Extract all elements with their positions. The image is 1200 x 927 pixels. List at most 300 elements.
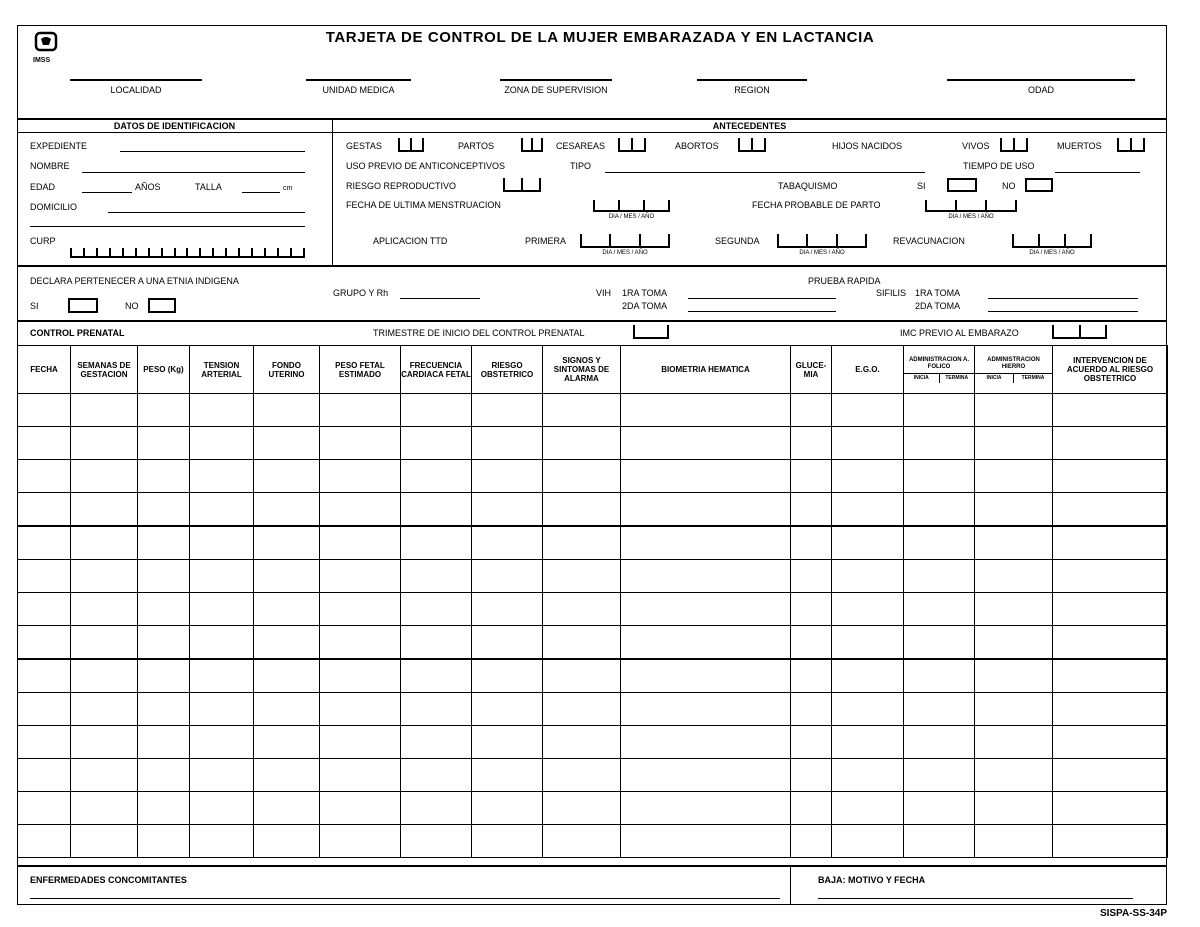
table-cell[interactable]	[138, 626, 190, 660]
table-cell[interactable]	[904, 659, 975, 693]
table-cell[interactable]	[832, 659, 904, 693]
table-cell[interactable]	[254, 726, 320, 759]
table-row	[18, 427, 1168, 460]
table-cell[interactable]	[254, 693, 320, 726]
primera-boxes[interactable]	[580, 234, 670, 248]
table-cell[interactable]	[320, 726, 401, 759]
table-cell[interactable]	[190, 526, 254, 560]
table-cell[interactable]	[254, 759, 320, 792]
table-cell[interactable]	[190, 626, 254, 660]
table-cell[interactable]	[138, 427, 190, 460]
vivos-boxes[interactable]	[1000, 138, 1028, 152]
table-cell[interactable]	[190, 792, 254, 825]
talla-field[interactable]	[242, 192, 280, 193]
column-header-text: ADMINISTRACION HIERRO	[987, 356, 1040, 370]
table-cell[interactable]	[975, 394, 1053, 427]
column-header: FONDO UTERINO	[254, 346, 320, 394]
partos-label: PARTOS	[458, 141, 495, 151]
table-cell[interactable]	[975, 825, 1053, 858]
table-cell[interactable]	[401, 726, 472, 759]
table-cell[interactable]	[791, 825, 832, 858]
segunda-boxes[interactable]	[777, 234, 867, 248]
table-cell[interactable]	[190, 394, 254, 427]
table-cell[interactable]	[791, 460, 832, 493]
nombre-label: NOMBRE	[30, 161, 70, 171]
column-header: RIESGO OBSTETRICO	[472, 346, 543, 394]
table-cell[interactable]	[832, 526, 904, 560]
table-cell[interactable]	[543, 560, 621, 593]
table-cell[interactable]	[1053, 394, 1168, 427]
abortos-boxes[interactable]	[738, 138, 766, 152]
table-cell[interactable]	[401, 626, 472, 660]
table-cell[interactable]	[832, 560, 904, 593]
table-cell[interactable]	[472, 493, 543, 527]
enfermedades-field[interactable]	[30, 898, 780, 899]
sifilis-toma2-field[interactable]	[988, 311, 1138, 312]
table-cell[interactable]	[472, 394, 543, 427]
vih-toma2-field[interactable]	[688, 311, 836, 312]
sifilis-toma1-field[interactable]	[988, 298, 1138, 299]
table-cell[interactable]	[904, 825, 975, 858]
table-cell[interactable]	[18, 493, 71, 527]
table-cell[interactable]	[832, 593, 904, 626]
table-row	[18, 759, 1168, 792]
table-cell[interactable]	[18, 560, 71, 593]
table-cell[interactable]	[71, 626, 138, 660]
revacunacion-boxes[interactable]	[1012, 234, 1092, 248]
table-row	[18, 792, 1168, 825]
sifilis-label: SIFILIS	[876, 288, 907, 298]
table-cell[interactable]	[18, 825, 71, 858]
segunda-hint: DIA / MES / AÑO	[799, 250, 845, 256]
table-cell[interactable]	[791, 759, 832, 792]
table-cell[interactable]	[472, 693, 543, 726]
table-cell[interactable]	[320, 792, 401, 825]
table-cell[interactable]	[254, 792, 320, 825]
table-cell[interactable]	[975, 626, 1053, 660]
curp-boxes[interactable]	[70, 248, 305, 258]
fpp-hint: DIA / MES / AÑO	[948, 214, 994, 220]
sub-header: INICIA	[986, 374, 1002, 381]
table-cell[interactable]	[975, 493, 1053, 527]
trimestre-label: TRIMESTRE DE INICIO DEL CONTROL PRENATAL	[373, 328, 585, 338]
table-cell[interactable]	[254, 394, 320, 427]
primera-hint: DIA / MES / AÑO	[602, 250, 648, 256]
vih-toma1-label: 1RA TOMA	[622, 288, 668, 298]
table-cell[interactable]	[18, 593, 71, 626]
column-header: FECHA	[18, 346, 71, 394]
table-row	[18, 593, 1168, 626]
table-cell[interactable]	[18, 759, 71, 792]
table-cell[interactable]	[18, 626, 71, 660]
table-cell[interactable]	[138, 560, 190, 593]
table-cell[interactable]	[401, 659, 472, 693]
prueba-rapida-label: PRUEBA RAPIDA	[808, 276, 881, 286]
table-cell[interactable]	[190, 693, 254, 726]
table-cell[interactable]	[621, 526, 791, 560]
table-cell[interactable]	[975, 726, 1053, 759]
table-cell[interactable]	[138, 394, 190, 427]
table-cell[interactable]	[1053, 726, 1168, 759]
table-cell[interactable]	[472, 659, 543, 693]
table-cell[interactable]	[71, 792, 138, 825]
muertos-boxes[interactable]	[1117, 138, 1145, 152]
column-header: PESO (Kg)	[138, 346, 190, 394]
sub-header: INICIA	[913, 374, 929, 381]
table-cell[interactable]	[18, 792, 71, 825]
table-cell[interactable]	[472, 626, 543, 660]
table-cell[interactable]	[543, 792, 621, 825]
prenatal-control-table	[17, 345, 1168, 858]
domicilio-field[interactable]	[108, 212, 305, 213]
table-cell[interactable]	[1053, 626, 1168, 660]
table-cell[interactable]	[138, 726, 190, 759]
fpp-boxes[interactable]	[925, 200, 1017, 212]
table-cell[interactable]	[832, 726, 904, 759]
table-cell[interactable]	[71, 659, 138, 693]
table-cell[interactable]	[621, 792, 791, 825]
table-cell[interactable]	[254, 493, 320, 527]
table-cell[interactable]	[904, 626, 975, 660]
tabaquismo-si-box[interactable]	[947, 178, 977, 192]
table-cell[interactable]	[138, 593, 190, 626]
table-cell[interactable]	[904, 493, 975, 527]
table-cell[interactable]	[1053, 693, 1168, 726]
table-cell[interactable]	[975, 560, 1053, 593]
table-cell[interactable]	[190, 560, 254, 593]
form-code: SISPA-SS-34P	[1099, 908, 1167, 919]
table-cell[interactable]	[138, 526, 190, 560]
table-cell[interactable]	[621, 493, 791, 527]
table-cell[interactable]	[71, 759, 138, 792]
table-cell[interactable]	[190, 427, 254, 460]
table-cell[interactable]	[71, 693, 138, 726]
table-cell[interactable]	[1053, 593, 1168, 626]
table-row	[18, 493, 1168, 527]
table-cell[interactable]	[71, 825, 138, 858]
table-cell[interactable]	[254, 460, 320, 493]
tiempo-uso-field[interactable]	[1055, 172, 1140, 173]
table-cell[interactable]	[1053, 560, 1168, 593]
table-cell[interactable]	[71, 493, 138, 527]
primera-label: PRIMERA	[525, 236, 567, 246]
table-cell[interactable]	[138, 460, 190, 493]
column-header: INTERVENCION DE ACUERDO AL RIESGO OBSTETRICO	[1053, 346, 1168, 394]
vivos-label: VIVOS	[962, 141, 990, 151]
table-cell[interactable]	[190, 759, 254, 792]
table-cell[interactable]	[320, 593, 401, 626]
table-cell[interactable]	[138, 493, 190, 527]
table-cell[interactable]	[791, 427, 832, 460]
table-cell[interactable]	[791, 526, 832, 560]
table-cell[interactable]	[71, 560, 138, 593]
table-cell[interactable]	[190, 593, 254, 626]
table-cell[interactable]	[1053, 759, 1168, 792]
imc-boxes[interactable]	[1052, 325, 1107, 339]
nombre-field[interactable]	[82, 172, 305, 173]
table-cell[interactable]	[543, 825, 621, 858]
table-cell[interactable]	[138, 693, 190, 726]
table-cell[interactable]	[832, 693, 904, 726]
table-cell[interactable]	[621, 460, 791, 493]
table-cell[interactable]	[975, 792, 1053, 825]
table-cell[interactable]	[401, 493, 472, 527]
column-header: BIOMETRIA HEMATICA	[621, 346, 791, 394]
table-cell[interactable]	[1053, 526, 1168, 560]
table-cell[interactable]	[975, 693, 1053, 726]
table-cell[interactable]	[71, 394, 138, 427]
table-cell[interactable]	[791, 659, 832, 693]
trimestre-box[interactable]	[633, 325, 669, 339]
edad-label: EDAD	[30, 182, 56, 192]
table-cell[interactable]	[904, 460, 975, 493]
table-cell[interactable]	[190, 493, 254, 527]
partos-boxes[interactable]	[521, 138, 543, 152]
tipo-label: TIPO	[570, 161, 592, 171]
table-cell[interactable]	[543, 759, 621, 792]
table-cell[interactable]	[543, 593, 621, 626]
table-cell[interactable]	[791, 792, 832, 825]
table-cell[interactable]	[975, 427, 1053, 460]
vih-toma1-field[interactable]	[688, 298, 836, 299]
table-cell[interactable]	[975, 526, 1053, 560]
table-cell[interactable]	[320, 693, 401, 726]
table-cell[interactable]	[401, 460, 472, 493]
table-cell[interactable]	[904, 427, 975, 460]
table-cell[interactable]	[904, 560, 975, 593]
table-cell[interactable]	[1053, 792, 1168, 825]
table-cell[interactable]	[18, 394, 71, 427]
table-cell[interactable]	[18, 659, 71, 693]
form-title: TARJETA DE CONTROL DE LA MUJER EMBARAZADA Y EN LACTANCIA	[325, 29, 875, 46]
column-header: SEMANAS DE GESTACION	[71, 346, 138, 394]
etnia-si-label: SI	[30, 301, 39, 311]
table-cell[interactable]	[621, 726, 791, 759]
table-cell[interactable]	[320, 825, 401, 858]
table-cell[interactable]	[190, 825, 254, 858]
table-cell[interactable]	[791, 394, 832, 427]
etnia-si-box[interactable]	[68, 298, 98, 313]
grupo-rh-field[interactable]	[400, 298, 480, 299]
table-cell[interactable]	[320, 626, 401, 660]
header-field-localidad: LOCALIDAD	[110, 85, 162, 95]
table-cell[interactable]	[1053, 460, 1168, 493]
table-cell[interactable]	[543, 493, 621, 527]
table-row	[18, 726, 1168, 759]
table-cell[interactable]	[543, 460, 621, 493]
table-cell[interactable]	[401, 693, 472, 726]
table-cell[interactable]	[791, 493, 832, 527]
table-cell[interactable]	[832, 792, 904, 825]
table-cell[interactable]	[18, 526, 71, 560]
table-cell[interactable]	[832, 493, 904, 527]
table-cell[interactable]	[472, 560, 543, 593]
sifilis-toma1-label: 1RA TOMA	[915, 288, 961, 298]
table-cell[interactable]	[71, 726, 138, 759]
table-cell[interactable]	[254, 427, 320, 460]
baja-label: BAJA: MOTIVO Y FECHA	[818, 875, 926, 885]
table-cell[interactable]	[320, 427, 401, 460]
fum-boxes[interactable]	[593, 200, 670, 212]
table-cell[interactable]	[904, 693, 975, 726]
abortos-label: ABORTOS	[675, 141, 719, 151]
table-cell[interactable]	[832, 460, 904, 493]
control-prenatal-label: CONTROL PRENATAL	[30, 328, 125, 338]
table-cell[interactable]	[543, 726, 621, 759]
table-row	[18, 560, 1168, 593]
table-cell[interactable]	[621, 825, 791, 858]
table-cell[interactable]	[254, 560, 320, 593]
table-cell[interactable]	[401, 759, 472, 792]
table-row	[18, 460, 1168, 493]
cesareas-boxes[interactable]	[618, 138, 646, 152]
table-cell[interactable]	[621, 593, 791, 626]
table-cell[interactable]	[254, 825, 320, 858]
tipo-field[interactable]	[605, 172, 925, 173]
table-cell[interactable]	[975, 659, 1053, 693]
baja-field[interactable]	[818, 898, 1133, 899]
table-cell[interactable]	[320, 526, 401, 560]
table-cell[interactable]	[472, 427, 543, 460]
table-cell[interactable]	[543, 626, 621, 660]
table-cell[interactable]	[621, 759, 791, 792]
table-cell[interactable]	[190, 460, 254, 493]
table-cell[interactable]	[138, 659, 190, 693]
table-cell[interactable]	[71, 427, 138, 460]
etnia-label: DECLARA PERTENECER A UNA ETNIA INDIGENA	[30, 276, 239, 286]
table-cell[interactable]	[138, 825, 190, 858]
table-cell[interactable]	[1053, 493, 1168, 527]
table-cell[interactable]	[138, 792, 190, 825]
table-cell[interactable]	[621, 659, 791, 693]
edad-field[interactable]	[82, 192, 132, 193]
table-cell[interactable]	[401, 792, 472, 825]
column-header-text: ADMINISTRACION A. FOLICO	[908, 356, 970, 370]
table-cell[interactable]	[472, 460, 543, 493]
table-cell[interactable]	[832, 394, 904, 427]
segunda-label: SEGUNDA	[715, 236, 760, 246]
table-cell[interactable]	[832, 759, 904, 792]
table-cell[interactable]	[472, 792, 543, 825]
table-cell[interactable]	[975, 460, 1053, 493]
table-cell[interactable]	[320, 759, 401, 792]
table-cell[interactable]	[543, 394, 621, 427]
table-cell[interactable]	[791, 726, 832, 759]
tabaquismo-no-box[interactable]	[1025, 178, 1053, 192]
table-cell[interactable]	[904, 726, 975, 759]
gestas-boxes[interactable]	[398, 138, 424, 152]
table-cell[interactable]	[254, 626, 320, 660]
table-cell[interactable]	[904, 759, 975, 792]
column-header: TENSION ARTERIAL	[190, 346, 254, 394]
table-cell[interactable]	[975, 759, 1053, 792]
table-cell[interactable]	[472, 593, 543, 626]
riesgo-reproductivo-label: RIESGO REPRODUCTIVO	[346, 181, 457, 191]
table-cell[interactable]	[18, 726, 71, 759]
table-cell[interactable]	[320, 493, 401, 527]
table-cell[interactable]	[832, 626, 904, 660]
tabaquismo-label: TABAQUISMO	[778, 181, 838, 191]
table-cell[interactable]	[543, 526, 621, 560]
table-cell[interactable]	[832, 427, 904, 460]
table-cell[interactable]	[791, 626, 832, 660]
table-cell[interactable]	[791, 560, 832, 593]
table-cell[interactable]	[543, 693, 621, 726]
table-cell[interactable]	[472, 726, 543, 759]
table-cell[interactable]	[401, 560, 472, 593]
table-cell[interactable]	[254, 659, 320, 693]
table-cell[interactable]	[621, 626, 791, 660]
table-cell[interactable]	[621, 427, 791, 460]
table-cell[interactable]	[472, 526, 543, 560]
table-cell[interactable]	[254, 593, 320, 626]
table-cell[interactable]	[1053, 825, 1168, 858]
table-cell[interactable]	[904, 526, 975, 560]
table-cell[interactable]	[18, 693, 71, 726]
table-cell[interactable]	[401, 526, 472, 560]
table-cell[interactable]	[401, 825, 472, 858]
column-header: GLUCE-MIA	[791, 346, 832, 394]
table-cell[interactable]	[904, 394, 975, 427]
table-cell[interactable]	[791, 593, 832, 626]
curp-label: CURP	[30, 236, 56, 246]
header-field-zona: ZONA DE SUPERVISION	[504, 85, 608, 95]
table-cell[interactable]	[401, 394, 472, 427]
table-cell[interactable]	[71, 593, 138, 626]
table-cell[interactable]	[254, 526, 320, 560]
table-body	[18, 394, 1168, 858]
sifilis-toma2-label: 2DA TOMA	[915, 301, 961, 311]
table-cell[interactable]	[190, 659, 254, 693]
table-cell[interactable]	[621, 560, 791, 593]
table-cell[interactable]	[18, 427, 71, 460]
table-cell[interactable]	[543, 659, 621, 693]
header-field-unidad: UNIDAD MEDICA	[322, 85, 395, 95]
riesgo-reproductivo-boxes[interactable]	[503, 178, 541, 192]
table-cell[interactable]	[320, 460, 401, 493]
table-cell[interactable]	[1053, 659, 1168, 693]
header-field-region: REGION	[734, 85, 770, 95]
fpp-label: FECHA PROBABLE DE PARTO	[752, 200, 881, 210]
table-cell[interactable]	[320, 394, 401, 427]
column-header: SIGNOS Y SINTOMAS DE ALARMA	[543, 346, 621, 394]
table-cell[interactable]	[472, 825, 543, 858]
table-cell[interactable]	[71, 460, 138, 493]
etnia-no-box[interactable]	[148, 298, 176, 313]
table-cell[interactable]	[71, 526, 138, 560]
table-cell[interactable]	[904, 593, 975, 626]
table-cell[interactable]	[621, 394, 791, 427]
table-cell[interactable]	[621, 693, 791, 726]
sub-header: TERMINA	[1013, 374, 1052, 383]
table-cell[interactable]	[138, 759, 190, 792]
table-cell[interactable]	[832, 825, 904, 858]
table-cell[interactable]	[472, 759, 543, 792]
expediente-field[interactable]	[120, 151, 305, 152]
table-cell[interactable]	[320, 560, 401, 593]
table-cell[interactable]	[320, 659, 401, 693]
table-cell[interactable]	[401, 427, 472, 460]
table-cell[interactable]	[190, 726, 254, 759]
table-cell[interactable]	[543, 427, 621, 460]
table-cell[interactable]	[1053, 427, 1168, 460]
table-row	[18, 526, 1168, 560]
table-cell[interactable]	[401, 593, 472, 626]
table-cell[interactable]	[975, 593, 1053, 626]
table-cell[interactable]	[791, 693, 832, 726]
table-cell[interactable]	[18, 460, 71, 493]
table-cell[interactable]	[904, 792, 975, 825]
